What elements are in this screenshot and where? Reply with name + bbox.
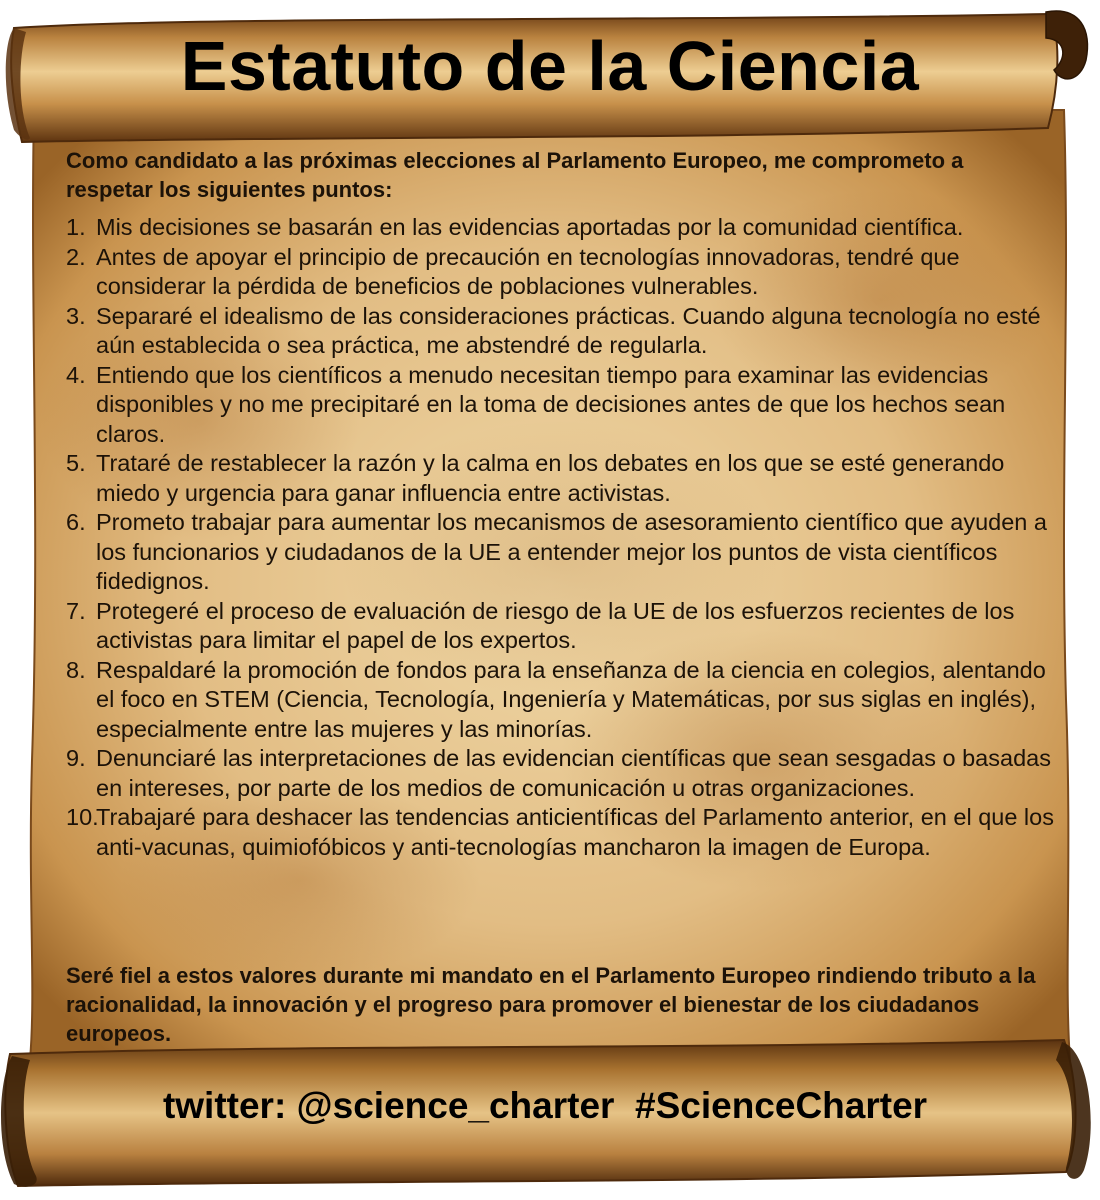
list-item [66,361,1056,450]
social-footer [40,1082,1050,1130]
list-item [66,656,1056,745]
item-number: 5. [66,450,86,476]
item-number: 10. [66,804,99,830]
commitments-list [66,213,1056,862]
list-item [66,243,1056,302]
list-item [66,302,1056,361]
document-title: Estatuto de la Ciencia [180,27,920,105]
closing-paragraph: Seré fiel a estos valores durante mi mandato en el Parlamento Europeo rindiendo tributo a la racionalidad, la innovación y el progreso para promover el bienestar de los ciudadanos europeos. [66,963,1036,1046]
item-text: Prometo trabajar para aumentar los mecanismos de asesoramiento científico que ayuden a los funcionarios y ciudadanos de la UE a entender mejor los puntos de vista científicos fidedignos. [96,509,1047,594]
item-text: Denunciaré las interpretaciones de las evidencian científicas que sean sesgadas o basadas en intereses, por parte de los medios de comunicación u otras organizaciones. [96,745,1051,801]
intro-paragraph: Como candidato a las próximas elecciones al Parlamento Europeo, me comprometo a respetar los siguientes puntos: [66,148,964,202]
list-item [66,508,1056,597]
list-item [66,449,1056,508]
item-number: 6. [66,509,86,535]
list-item [66,744,1056,803]
list-item [66,213,1056,243]
list-item [66,597,1056,656]
hashtag[interactable]: #ScienceCharter [635,1085,928,1126]
item-text: Protegeré el proceso de evaluación de riesgo de la UE de los esfuerzos recientes de los activistas para limitar el papel de los expertos. [96,597,1015,653]
item-number: 8. [66,656,86,683]
twitter-handle[interactable]: twitter: @science_charter [162,1085,615,1126]
footer-spacer [614,1085,635,1126]
item-number: 2. [66,243,86,270]
item-number: 4. [66,361,86,388]
item-text: Respaldaré la promoción de fondos para la enseñanza de la ciencia en colegios, alentando el foco en STEM (Ciencia, Tecnología, Ingeniería y Matemáticas, por sus siglas en inglés), especialmente entre las mujeres y las minorías. [96,656,1046,742]
item-text: Trataré de restablecer la razón y la calma en los debates en los que se esté generando miedo y urgencia para ganar influencia entre activistas. [96,450,1005,506]
item-text: Trabajaré para deshacer las tendencias anticientíficas del Parlamento anterior, en el que los anti-vacunas, quimiofóbicos y anti-tecnologías mancharon la imagen de Europa. [96,804,1054,860]
item-number: 3. [66,302,86,329]
item-text: Entiendo que los científicos a menudo necesitan tiempo para examinar las evidencias disponibles y no me precipitaré en la toma de decisiones antes de que los hechos sean claros. [96,361,1006,447]
item-number: 9. [66,745,86,771]
item-number: 1. [66,214,86,240]
item-number: 7. [66,597,86,624]
item-text: Antes de apoyar el principio de precaución en tecnologías innovadoras, tendré que considerar la pérdida de beneficios de poblaciones vulnerables. [96,243,960,299]
list-item [66,803,1056,862]
item-text: Separaré el idealismo de las consideraciones prácticas. Cuando alguna tecnología no esté aún establecida o sea práctica, me abstendré de regularla. [96,302,1041,358]
item-text: Mis decisiones se basarán en las evidencias aportadas por la comunidad científica. [96,214,964,240]
